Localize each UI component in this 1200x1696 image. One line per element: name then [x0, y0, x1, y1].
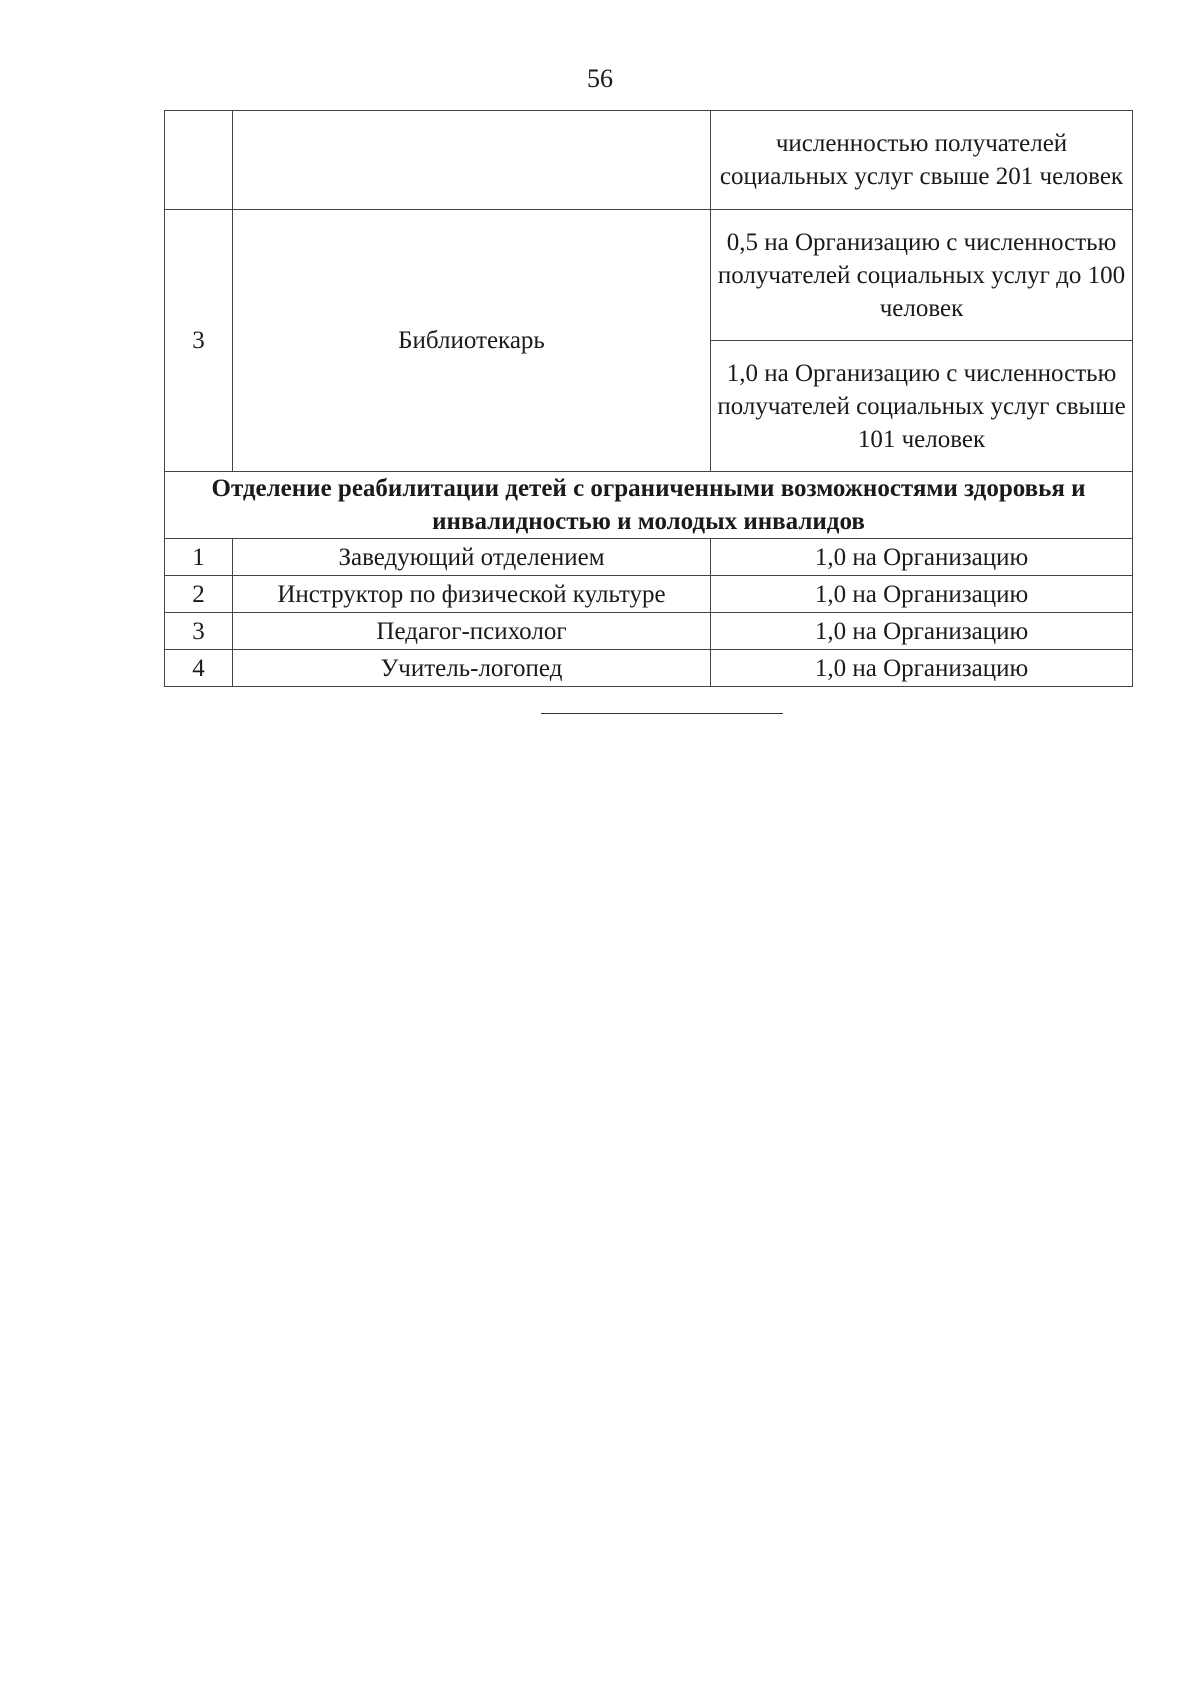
section-header-row [165, 472, 1133, 539]
cell-number: 1 [165, 539, 233, 576]
table-row [165, 650, 1133, 687]
cell-position: Библиотекарь [233, 210, 711, 472]
cell-norm: 1,0 на Организацию [711, 539, 1133, 576]
cell-norm: 1,0 на Организацию [711, 613, 1133, 650]
cell-norm: 1,0 на Организацию с численностью получателей социальных услуг свыше 101 человек [711, 341, 1133, 472]
cell-norm: 0,5 на Организацию с численностью получателей социальных услуг до 100 человек [711, 210, 1133, 341]
table-row-librarian [165, 210, 1133, 341]
cell-number: 4 [165, 650, 233, 687]
cell-position: Педагог-психолог [233, 613, 711, 650]
page-number: 56 [587, 64, 613, 93]
table-row [165, 539, 1133, 576]
table-row [165, 576, 1133, 613]
table-row [165, 613, 1133, 650]
cell-number: 2 [165, 576, 233, 613]
cell-position [233, 111, 711, 210]
table-row-continued [165, 111, 1133, 210]
cell-norm: 1,0 на Организацию [711, 650, 1133, 687]
section-title: Отделение реабилитации детей с ограниченными возможностями здоровья и инвалидностью и молодых инвалидов [165, 472, 1133, 539]
cell-position: Заведующий отделением [233, 539, 711, 576]
cell-number [165, 111, 233, 210]
cell-number: 3 [165, 613, 233, 650]
end-of-document-rule [541, 713, 783, 714]
cell-number: 3 [165, 210, 233, 472]
staffing-table [164, 110, 1133, 687]
cell-norm: численностью получателей социальных услуг свыше 201 человек [711, 111, 1133, 210]
cell-position: Инструктор по физической культуре [233, 576, 711, 613]
cell-norm: 1,0 на Организацию [711, 576, 1133, 613]
cell-position: Учитель-логопед [233, 650, 711, 687]
